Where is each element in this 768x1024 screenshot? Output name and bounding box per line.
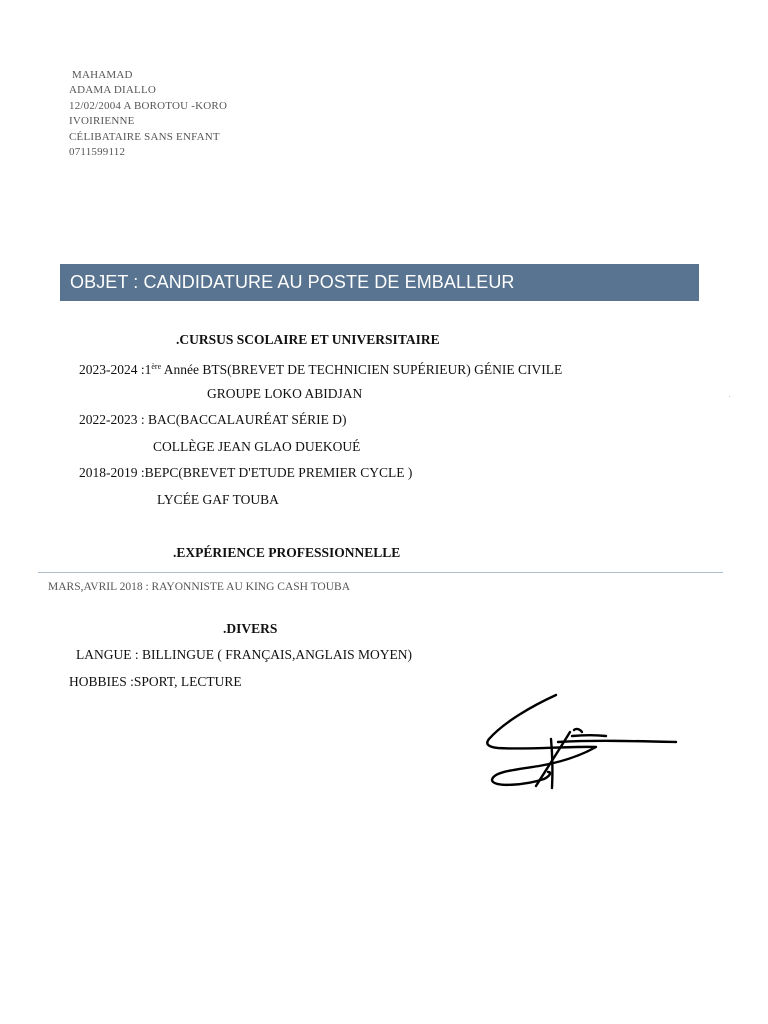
cursus-entry-1 — [79, 359, 562, 378]
phone-number: 0711599112 — [69, 146, 126, 159]
cursus-entry-3-school: LYCÉE GAF TOUBA — [157, 492, 279, 507]
last-name: ADAMA DIALLO — [69, 84, 157, 97]
cursus-entry-1-year: 2023-2024 : — [79, 362, 145, 377]
section-divider — [38, 572, 723, 573]
cursus-entry-3-title: BEPC(BREVET D'ETUDE PREMIER CYCLE ) — [144, 465, 413, 480]
cursus-entry-1-title: Année BTS(BREVET DE TECHNICIEN SUPÉRIEUR) GÉNIE CIVILE — [161, 362, 563, 377]
cursus-entry-2-year: 2022-2023 : — [79, 412, 148, 427]
cursus-entry-2-school: COLLÈGE JEAN GLAO DUEKOUÉ — [153, 439, 361, 454]
marital-status: CÉLIBATAIRE SANS ENFANT — [69, 130, 220, 143]
cursus-entry-2 — [79, 412, 347, 428]
divers-hobbies: HOBBIES :SPORT, LECTURE — [69, 674, 242, 689]
experience-heading: .EXPÉRIENCE PROFESSIONNELLE — [173, 545, 401, 560]
experience-entry: MARS,AVRIL 2018 : RAYONNISTE AU KING CASH TOUBA — [48, 581, 351, 593]
cursus-entry-2-title: BAC(BACCALAURÉAT SÉRIE D) — [148, 412, 347, 427]
handwritten-signature-icon — [484, 692, 680, 790]
cursus-entry-1-rank-sup: ère — [151, 362, 162, 371]
personal-info — [69, 68, 227, 160]
objet-banner — [60, 264, 699, 301]
cursus-entry-3 — [79, 465, 412, 481]
cursus-entry-1-rank: 1 — [144, 362, 152, 377]
birth-info: 12/02/2004 A BOROTOU -KORO — [69, 99, 228, 112]
divers-heading: .DIVERS — [223, 621, 278, 636]
first-name: MAHAMAD — [72, 69, 133, 81]
stray-mark — [729, 396, 730, 397]
divers-langue: LANGUE : BILLINGUE ( FRANÇAIS,ANGLAIS MOYEN) — [76, 647, 412, 662]
objet-title: OBJET : CANDIDATURE AU POSTE DE EMBALLEUR — [70, 272, 515, 292]
cursus-entry-3-year: 2018-2019 : — [79, 465, 145, 480]
cursus-entry-1-school: GROUPE LOKO ABIDJAN — [207, 386, 363, 401]
cursus-heading: .CURSUS SCOLAIRE ET UNIVERSITAIRE — [176, 332, 440, 347]
nationality: IVOIRIENNE — [69, 115, 135, 128]
